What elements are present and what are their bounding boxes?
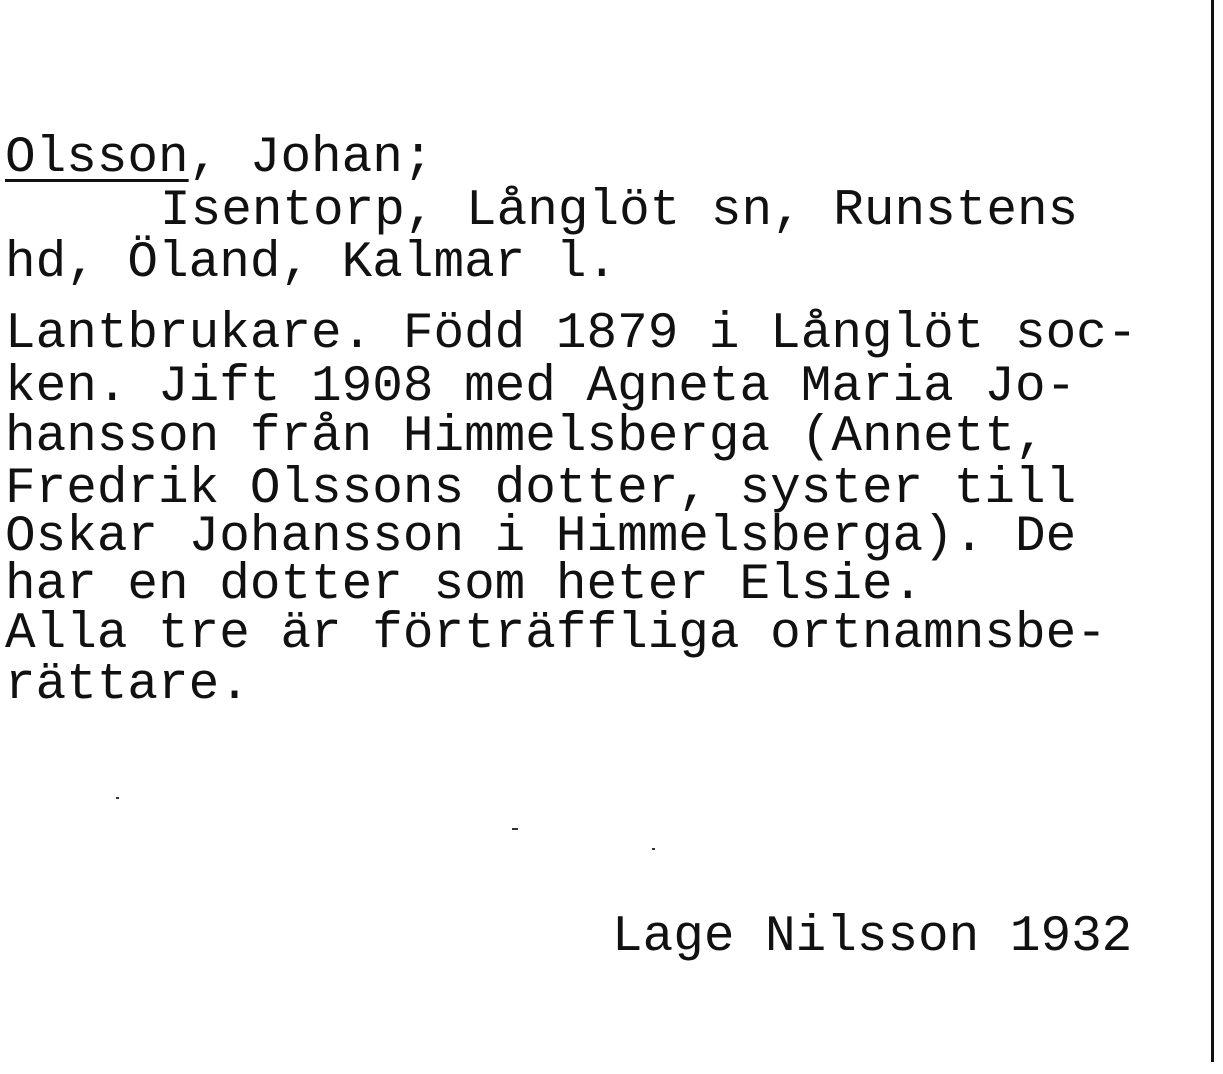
place-line-2: hd, Öland, Kalmar l. — [5, 235, 618, 292]
body-line: rättare. — [5, 657, 250, 714]
person-name — [5, 131, 433, 187]
body-line: ken. Jift 1908 med Agneta Maria Jo- — [5, 359, 1077, 416]
body-line: Lantbrukare. Född 1879 i Långlöt soc- — [5, 306, 1138, 363]
given-name: , Johan; — [188, 130, 434, 187]
body-line: Alla tre är förträffliga ortnamnsbe- — [5, 606, 1107, 663]
speck — [116, 797, 119, 799]
signature: Lage Nilsson 1932 — [612, 909, 1133, 966]
surname: Olsson — [5, 130, 189, 187]
speck — [512, 828, 518, 830]
body-line: Fredrik Olssons dotter, syster till — [5, 461, 1077, 518]
card-edge-line — [1211, 0, 1214, 1062]
place-line-1: Isentorp, Långlöt sn, Runstens — [160, 183, 1079, 240]
body-line: hansson från Himmelsberga (Annett, — [5, 409, 1046, 466]
body-line: Oskar Johansson i Himmelsberga). De — [5, 509, 1077, 566]
body-line: har en dotter som heter Elsie. — [5, 557, 924, 614]
speck — [652, 848, 655, 850]
